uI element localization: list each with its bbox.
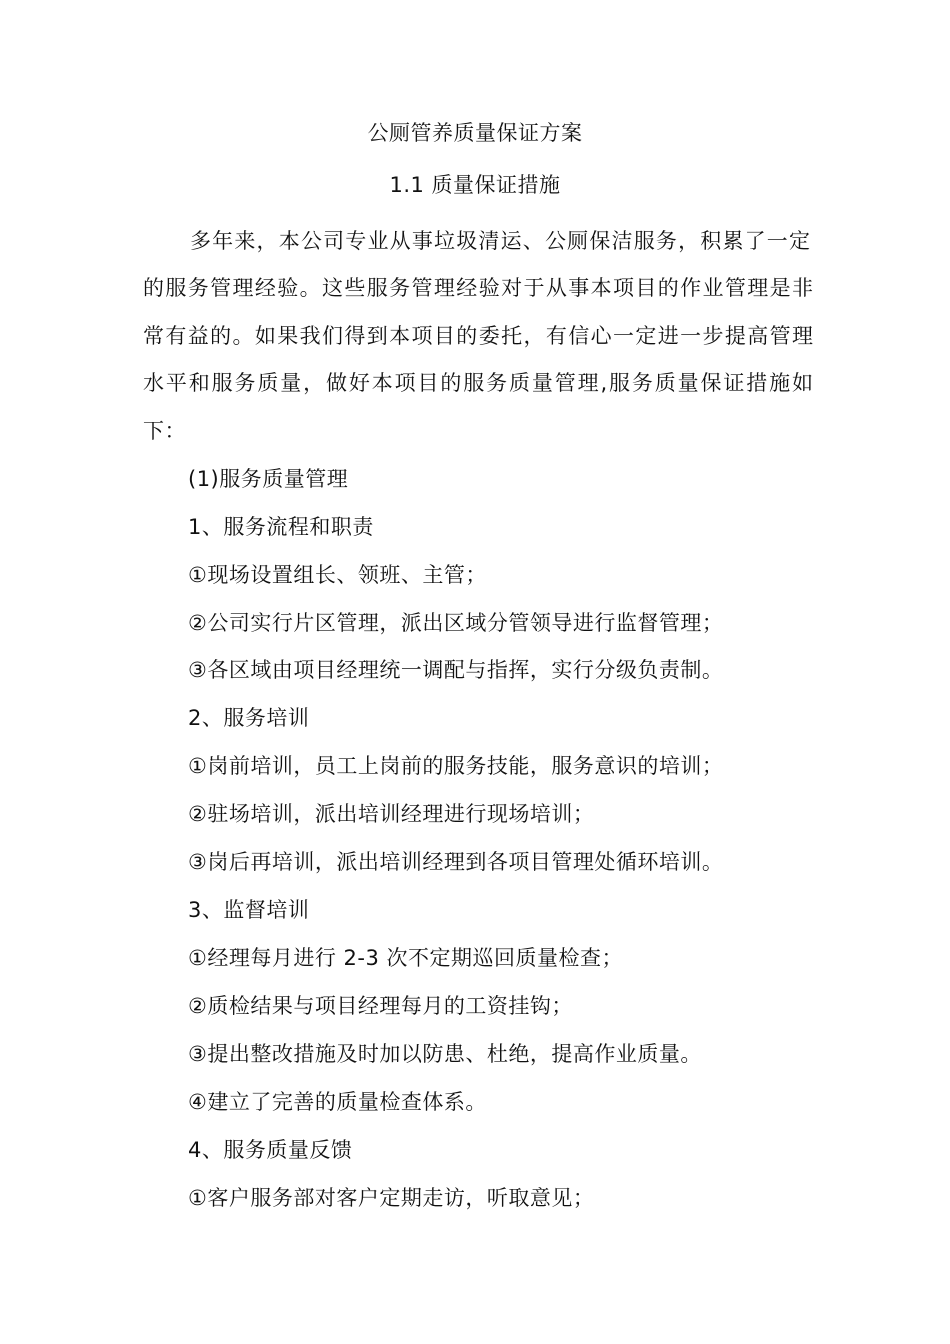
list-item: ①客户服务部对客户定期走访，听取意见；: [188, 1186, 595, 1210]
intro-line: 常有益的。如果我们得到本项目的委托，有信心一定进一步提高管理: [143, 324, 813, 348]
list-item: ③提出整改措施及时加以防患、杜绝，提高作业质量。: [188, 1042, 702, 1066]
intro-line: 多年来，本公司专业从事垃圾清运、公厕保洁服务，积累了一定: [190, 229, 810, 253]
subsection-heading: (1)服务质量管理: [188, 467, 349, 491]
list-item: ②质检结果与项目经理每月的工资挂钩；: [188, 994, 573, 1018]
list-item: ①经理每月进行 2-3 次不定期巡回质量检查；: [188, 946, 623, 970]
list-item: ②驻场培训，派出培训经理进行现场培训；: [188, 802, 595, 826]
list-item: ③岗后再培训，派出培训经理到各项目管理处循环培训。: [188, 850, 724, 874]
intro-line: 下：: [143, 419, 186, 443]
list-item: ②公司实行片区管理，派出区域分管领导进行监督管理；: [188, 611, 724, 635]
document-title: 公厕管养质量保证方案: [367, 121, 583, 145]
list-item: ①现场设置组长、领班、主管；: [188, 563, 487, 587]
intro-line: 的服务管理经验。这些服务管理经验对于从事本项目的作业管理是非: [143, 276, 813, 300]
list-heading: 1、服务流程和职责: [188, 515, 374, 539]
list-heading: 2、服务培训: [188, 706, 310, 730]
list-heading: 3、监督培训: [188, 898, 310, 922]
intro-line: 水平和服务质量，做好本项目的服务质量管理,服务质量保证措施如: [143, 371, 813, 395]
list-heading: 4、服务质量反馈: [188, 1138, 353, 1162]
list-item: ①岗前培训，员工上岗前的服务技能，服务意识的培训；: [188, 754, 724, 778]
section-heading: 1.1 质量保证措施: [389, 173, 561, 197]
list-item: ③各区域由项目经理统一调配与指挥，实行分级负责制。: [188, 658, 724, 682]
list-item: ④建立了完善的质量检查体系。: [188, 1090, 487, 1114]
